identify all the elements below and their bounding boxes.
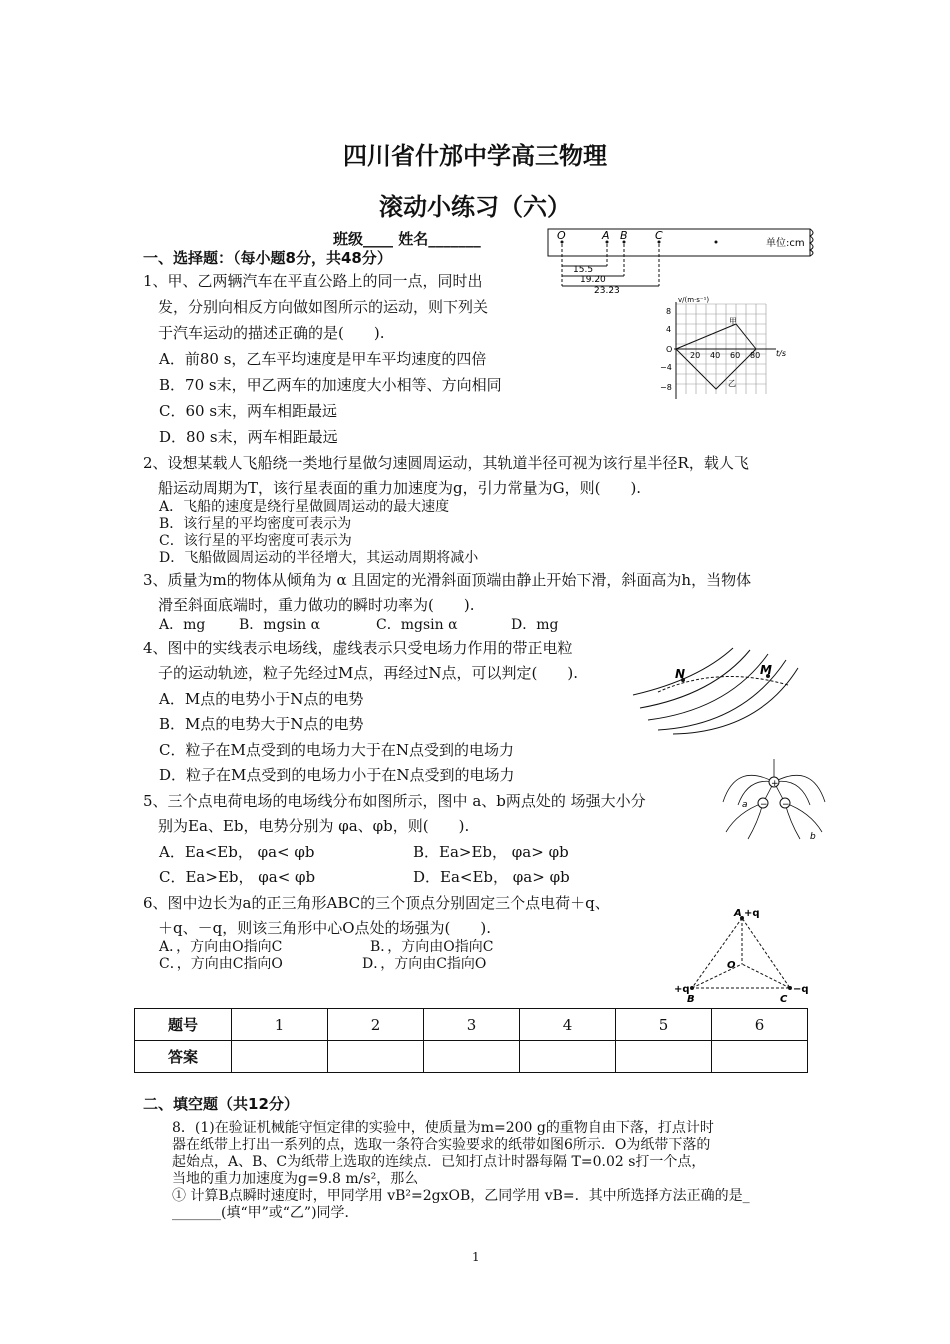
question-text: ① 计算B点瞬时速度时，甲同学用 vB²=2gxOB，乙同学用 vB=．其中所选择方法正确的是_ <box>172 1188 750 1204</box>
vt-x-axis-label: t/s <box>776 349 786 358</box>
charge-minus: − <box>760 800 768 810</box>
vt-x-tick: 40 <box>710 351 721 360</box>
answer-table <box>134 1008 808 1073</box>
point-a-label: a <box>742 800 748 810</box>
option-b: B．该行星的平均密度可表示为 <box>159 516 352 532</box>
answer-cell[interactable] <box>424 1041 520 1073</box>
option-d: D．Ea<Eb， φa> φb <box>413 868 570 886</box>
question-text: 船运动周期为T，该行星表面的重力加速度为g，引力常量为G，则( ). <box>158 479 642 497</box>
option-b: B．70 s末，甲乙两车的加速度大小相等、方向相同 <box>159 376 502 394</box>
table-cell: 6 <box>712 1009 808 1041</box>
vt-x-tick: 60 <box>730 351 741 360</box>
option-d: D．飞船做圆周运动的半径增大，其运动周期将减小 <box>159 550 479 566</box>
charge-minus: − <box>782 800 790 810</box>
vertex-a-label: A <box>734 908 742 919</box>
table-cell: 4 <box>520 1009 616 1041</box>
answer-cell[interactable] <box>520 1041 616 1073</box>
tape-distance: 19.20 <box>580 275 606 285</box>
tape-unit: 单位:cm <box>766 238 805 249</box>
charge-plus: + <box>771 779 779 789</box>
tape-point-b: B <box>620 229 628 242</box>
section-1-heading: 一、选择题：（每小题8分，共48分） <box>143 249 392 267</box>
option-c: C．mgsin α <box>376 617 458 633</box>
vt-x-tick: 20 <box>690 351 701 360</box>
vertex-b-label: B <box>687 994 695 1004</box>
vt-y-tick: −8 <box>660 383 672 392</box>
option-a: A．前80 s，乙车平均速度是甲车平均速度的四倍 <box>159 350 487 368</box>
table-cell: 5 <box>616 1009 712 1041</box>
option-a: A．飞船的速度是绕行星做圆周运动的最大速度 <box>159 499 450 515</box>
table-cell: 2 <box>328 1009 424 1041</box>
vt-curve-label: 乙 <box>728 379 736 388</box>
triangle-charges-figure <box>672 904 812 1004</box>
option-d: D．80 s末，两车相距最远 <box>159 428 338 446</box>
vt-y-tick: −4 <box>660 363 672 372</box>
tape-point-o: O <box>557 229 566 242</box>
option-c: C．该行星的平均密度可表示为 <box>159 533 352 549</box>
option-d: D．，方向由C指向O <box>362 956 487 972</box>
point-b-label: b <box>810 832 816 841</box>
table-row <box>135 1009 808 1041</box>
table-header-label: 答案 <box>135 1041 232 1073</box>
electric-field-figure <box>628 640 806 735</box>
question-text: 滑至斜面底端时，重力做功的瞬时功率为( ). <box>158 596 475 614</box>
option-c: C．Ea>Eb， φa< φb <box>159 868 316 886</box>
option-b: B．mgsin α <box>239 617 321 633</box>
option-a: A．Ea<Eb， φa< φb <box>159 843 315 861</box>
question-text: 1、甲、乙两辆汽车在平直公路上的同一点，同时出 <box>143 272 483 290</box>
three-charges-field-figure <box>718 757 830 841</box>
option-a: A．，方向由O指向C <box>159 939 283 955</box>
table-row <box>135 1041 808 1073</box>
answer-cell[interactable] <box>232 1041 328 1073</box>
question-text: 3、质量为m的物体从倾角为 α 且固定的光滑斜面顶端由静止开始下滑，斜面高为h，当物体 <box>143 571 752 589</box>
table-cell: 3 <box>424 1009 520 1041</box>
section-2-heading: 二、填空题（共12分） <box>143 1095 299 1113</box>
option-b: B．Ea>Eb， φa> φb <box>413 843 569 861</box>
charge-b-label: +q <box>674 984 690 995</box>
question-text: 起始点，A、B、C为纸带上选取的连续点．已知打点计时器每隔 T=0.02 s打一个点， <box>172 1154 706 1170</box>
answer-cell[interactable] <box>328 1041 424 1073</box>
tape-point-c: C <box>655 229 663 242</box>
center-o-label: O <box>727 960 736 971</box>
vt-y-tick: 4 <box>666 325 672 334</box>
question-text: 子的运动轨迹，粒子先经过M点，再经过N点，可以判定( ). <box>158 664 578 682</box>
point-m-label: M <box>760 663 772 677</box>
question-text: 5、三个点电荷电场的电场线分布如图所示，图中 a、b两点处的 场强大小分 <box>143 792 646 810</box>
vt-curve-label: 甲 <box>729 317 737 326</box>
option-a: A．mg <box>159 617 206 633</box>
answer-cell[interactable] <box>616 1041 712 1073</box>
paper-tape-figure <box>546 226 821 294</box>
table-header-label: 题号 <box>135 1009 232 1041</box>
tape-distance: 15.5 <box>573 265 594 275</box>
option-c: C．60 s末，两车相距最远 <box>159 402 338 420</box>
answer-cell[interactable] <box>712 1041 808 1073</box>
point-n-label: N <box>675 667 686 681</box>
question-text: 别为Ea、Eb，电势分别为 φa、φb，则( ). <box>158 817 470 835</box>
vt-y-tick: 8 <box>666 307 672 316</box>
question-text: 4、图中的实线表示电场线，虚线表示只受电场力作用的带正电粒 <box>143 639 573 657</box>
tape-point-a: A <box>602 229 610 242</box>
question-text: 器在纸带上打出一系列的点，选取一条符合实验要求的纸带如图6所示．O为纸带下落的 <box>172 1137 711 1153</box>
vt-y-axis-label: v/(m·s⁻¹) <box>678 296 710 304</box>
question-text: 2、设想某载人飞船绕一类地行星做匀速圆周运动，其轨道半径可视为该行星半径R，载人飞 <box>143 454 749 472</box>
page-subtitle: 滚动小练习（六） <box>379 193 571 221</box>
option-a: A．M点的电势小于N点的电势 <box>159 690 364 708</box>
question-text: ＋q、－q，则该三角形中心O点处的场强为( ). <box>158 919 491 937</box>
class-name-line: 班级____ 姓名_______ <box>333 230 481 248</box>
option-b: B．M点的电势大于N点的电势 <box>159 715 364 733</box>
charge-a-label: +q <box>744 908 760 919</box>
charge-c-label: −q <box>793 984 809 995</box>
table-cell: 1 <box>232 1009 328 1041</box>
vt-y-tick: O <box>666 345 673 354</box>
page-title: 四川省什邡中学高三物理 <box>343 142 607 170</box>
vt-x-tick: 80 <box>750 351 761 360</box>
question-text: _______(填“甲”或“乙”)同学． <box>172 1205 359 1221</box>
vertex-c-label: C <box>780 994 788 1004</box>
question-text: 于汽车运动的描述正确的是( ). <box>158 324 385 342</box>
option-c: C．，方向由C指向O <box>159 956 283 972</box>
option-d: D．粒子在M点受到的电场力小于在N点受到的电场力 <box>159 766 515 784</box>
option-c: C．粒子在M点受到的电场力大于在N点受到的电场力 <box>159 741 514 759</box>
question-text: 8．(1)在验证机械能守恒定律的实验中，使质量为m=200 g的重物自由下落，打点计时 <box>172 1120 714 1136</box>
option-b: B．，方向由O指向C <box>370 939 494 955</box>
tape-distance: 23.23 <box>594 286 620 294</box>
velocity-time-graph <box>656 294 796 404</box>
page-number: 1 <box>472 1250 480 1264</box>
question-text: 当地的重力加速度为g=9.8 m/s²，那么 <box>172 1171 419 1187</box>
option-d: D．mg <box>511 617 559 633</box>
question-text: 发，分别向相反方向做如图所示的运动，则下列关 <box>158 298 489 316</box>
question-text: 6、图中边长为a的正三角形ABC的三个顶点分别固定三个点电荷＋q、 <box>143 894 610 912</box>
